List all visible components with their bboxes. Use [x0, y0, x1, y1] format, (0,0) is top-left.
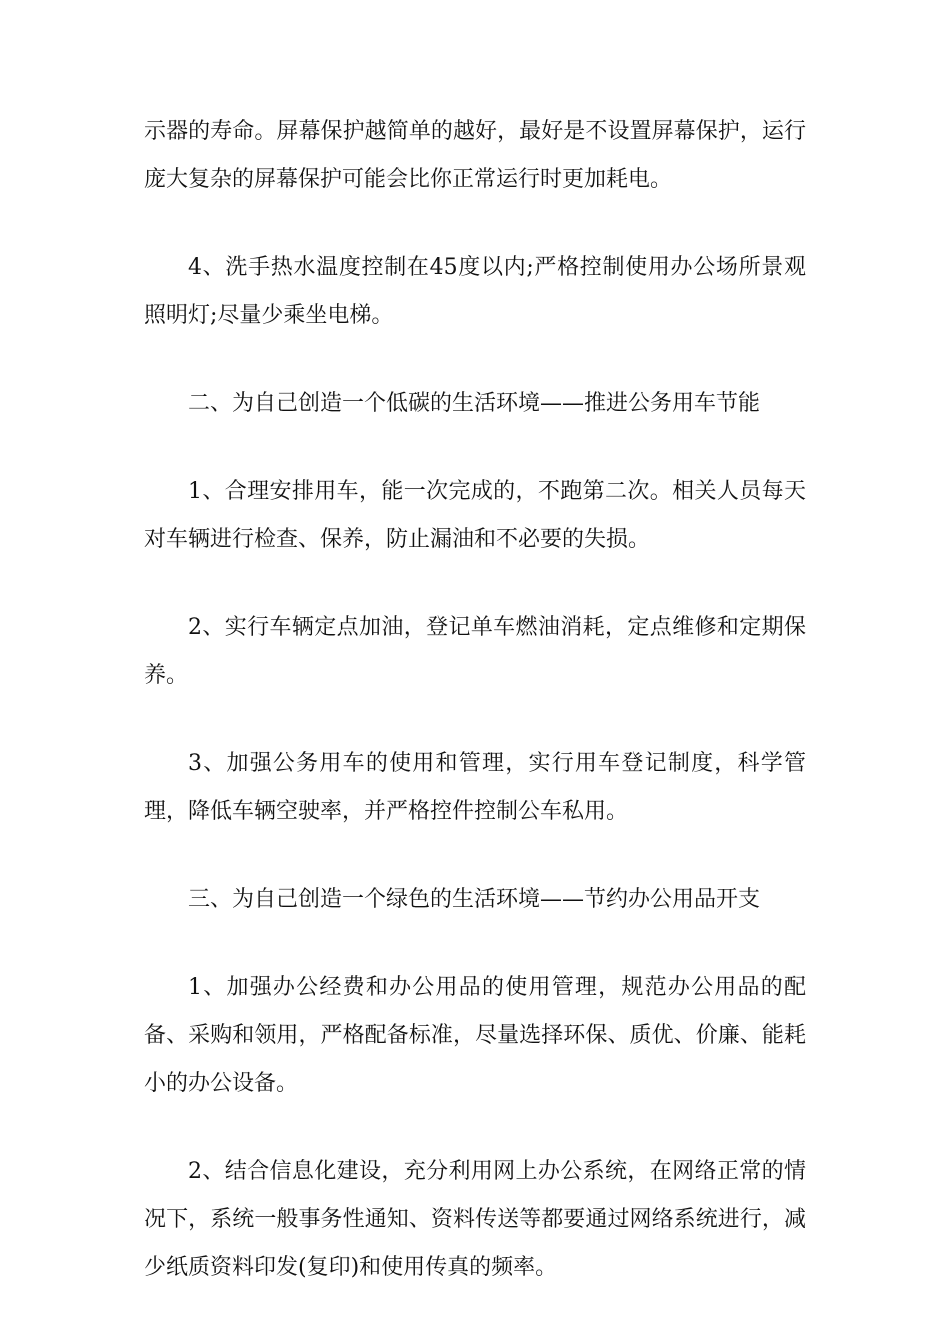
paragraph-vehicle-item-2: 2、实行车辆定点加油，登记单车燃油消耗，定点维修和定期保养。 — [144, 615, 806, 688]
paragraph-item-4: 4、洗手热水温度控制在45度以内;严格控制使用办公场所景观照明灯;尽量少乘坐电梯。 — [144, 255, 806, 328]
paragraph-continuation: 示器的寿命。屏幕保护越简单的越好，最好是不设置屏幕保护，运行庞大复杂的屏幕保护可能会比你正常运行时更加耗电。 — [144, 119, 806, 192]
paragraph-vehicle-item-1: 1、合理安排用车，能一次完成的，不跑第二次。相关人员每天对车辆进行检查、保养，防止漏油和不必要的失损。 — [144, 479, 806, 552]
section-heading-3: 三、为自己创造一个绿色的生活环境——节约办公用品开支 — [188, 887, 761, 912]
paragraph-supplies-item-1: 1、加强办公经费和办公用品的使用管理，规范办公用品的配备、采购和领用，严格配备标准，尽量选择环保、质优、价廉、能耗小的办公设备。 — [144, 975, 806, 1096]
document-body — [144, 108, 806, 1332]
section-heading-2: 二、为自己创造一个低碳的生活环境——推进公务用车节能 — [188, 391, 761, 416]
paragraph-vehicle-item-3: 3、加强公务用车的使用和管理，实行用车登记制度，科学管理，降低车辆空驶率，并严格控件控制公车私用。 — [144, 751, 806, 824]
paragraph-supplies-item-2: 2、结合信息化建设，充分利用网上办公系统，在网络正常的情况下，系统一般事务性通知、资料传送等都要通过网络系统进行，减少纸质资料印发(复印)和使用传真的频率。 — [144, 1159, 806, 1280]
